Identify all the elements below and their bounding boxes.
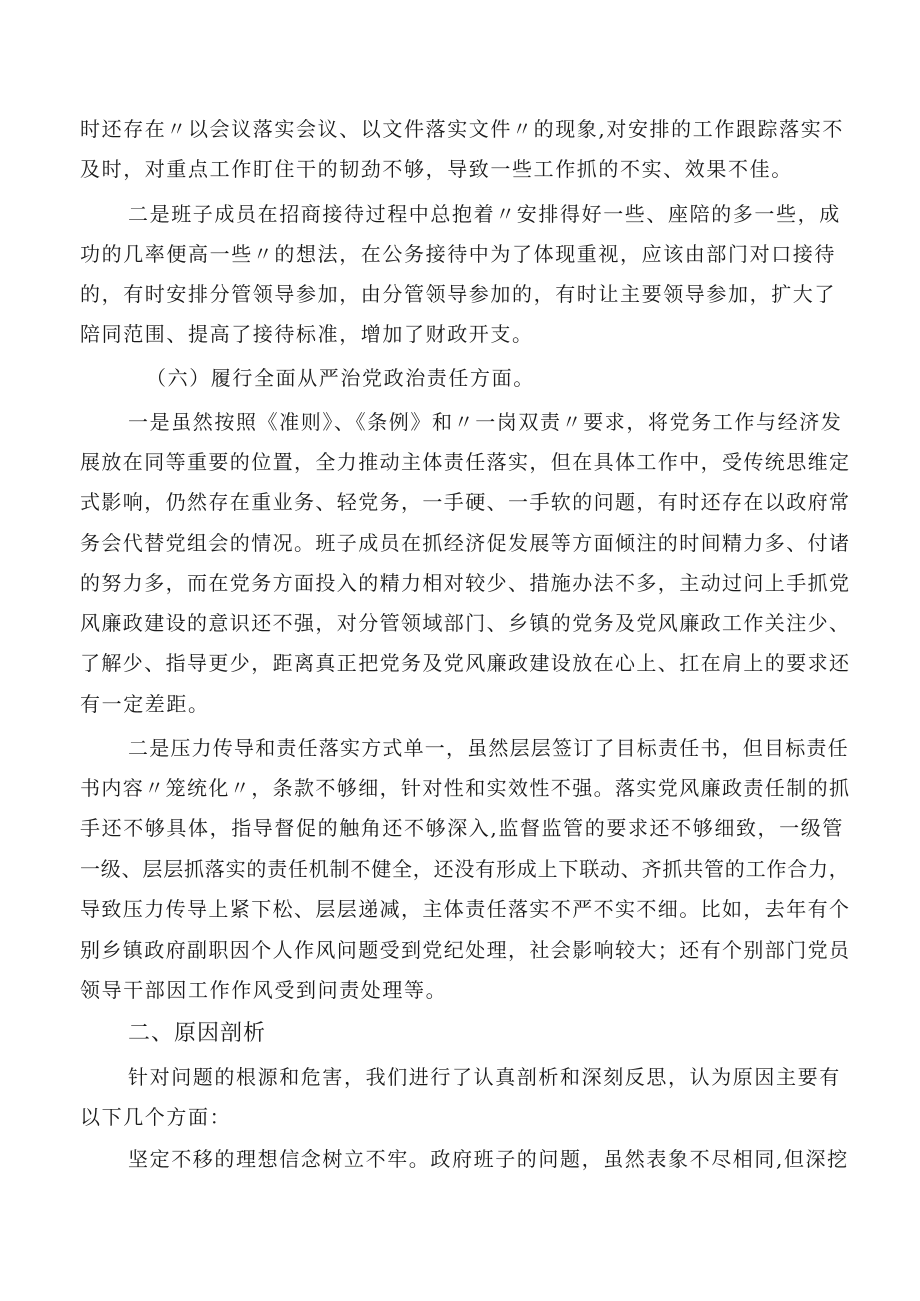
section-subtitle: （六）履行全面从严治党政治责任方面。 <box>146 366 535 390</box>
text-line: 二是班子成员在招商接待过程中总抱着〃安排得好一些、座陪的多一些，成 <box>128 202 841 226</box>
text-line: 领导干部因工作作风受到问责处理等。 <box>80 978 448 1002</box>
text-line: 手还不够具体，指导督促的触角还不够深入,监督监管的要求还不够细致，一级管 <box>80 816 844 840</box>
text-line: 陪同范围、提高了接待标准，增加了财政开支。 <box>80 322 534 346</box>
section-heading: 二、原因剖析 <box>128 1021 267 1046</box>
text-line: 针对问题的根源和危害，我们进行了认真剖析和深刻反思，认为原因主要有 <box>128 1065 841 1089</box>
text-line: 及时，对重点工作盯住干的韧劲不够，导致一些工作抓的不实、效果不佳。 <box>80 157 793 181</box>
text-line: 有一定差距。 <box>80 692 210 716</box>
text-line: 式影响，仍然存在重业务、轻党务，一手硬、一手软的问题，有时还存在以政府常 <box>80 490 851 514</box>
text-line: 的，有时安排分管领导参加，由分管领导参加的，有时让主要领导参加，扩大了 <box>80 282 836 306</box>
text-line: 了解少、指导更少，距离真正把党务及党风廉政建设放在心上、扛在肩上的要求还 <box>80 651 851 675</box>
text-line: 一级、层层抓落实的责任机制不健全，还没有形成上下联动、齐抓共管的工作合力， <box>80 857 850 881</box>
text-line: 展放在同等重要的位置，全力推动主体责任落实，但在具体工作中，受传统思维定 <box>80 450 851 474</box>
text-line: 一是虽然按照《准则》、《条例》和〃一岗双责〃要求，将党务工作与经济发 <box>128 410 843 434</box>
text-line: 的努力多，而在党务方面投入的精力相对较少、措施办法不多，主动过问上手抓党 <box>80 571 851 595</box>
text-line: 风廉政建设的意识还不强，对分管领域部门、乡镇的党务及党风廉政工作关注少、 <box>80 611 851 635</box>
text-line: 二是压力传导和责任落实方式单一，虽然层层签订了目标责任书，但目标责任 <box>128 736 849 760</box>
text-line: 时还存在〃以会议落实会议、以文件落实文件〃的现象,对安排的工作跟踪落实不 <box>80 117 844 141</box>
text-line: 以下几个方面： <box>80 1105 232 1129</box>
text-line: 坚定不移的理想信念树立不牢。政府班子的问题，虽然表象不尽相同,但深挖 <box>128 1147 849 1171</box>
text-line: 书内容〃笼统化〃，条款不够细，针对性和实效性不强。落实党风廉政责任制的抓 <box>80 776 851 800</box>
text-line: 功的几率便高一些〃的想法，在公务接待中为了体现重视，应该由部门对口接待 <box>80 242 836 266</box>
text-line: 别乡镇政府副职因个人作风问题受到党纪处理，社会影响较大；还有个别部门党员 <box>80 938 851 962</box>
text-line: 务会代替党组会的情况。班子成员在抓经济促发展等方面倾注的时间精力多、付诸 <box>80 531 851 555</box>
text-line: 导致压力传导上紧下松、层层递减，主体责任落实不严不实不细。比如，去年有个 <box>80 897 851 921</box>
